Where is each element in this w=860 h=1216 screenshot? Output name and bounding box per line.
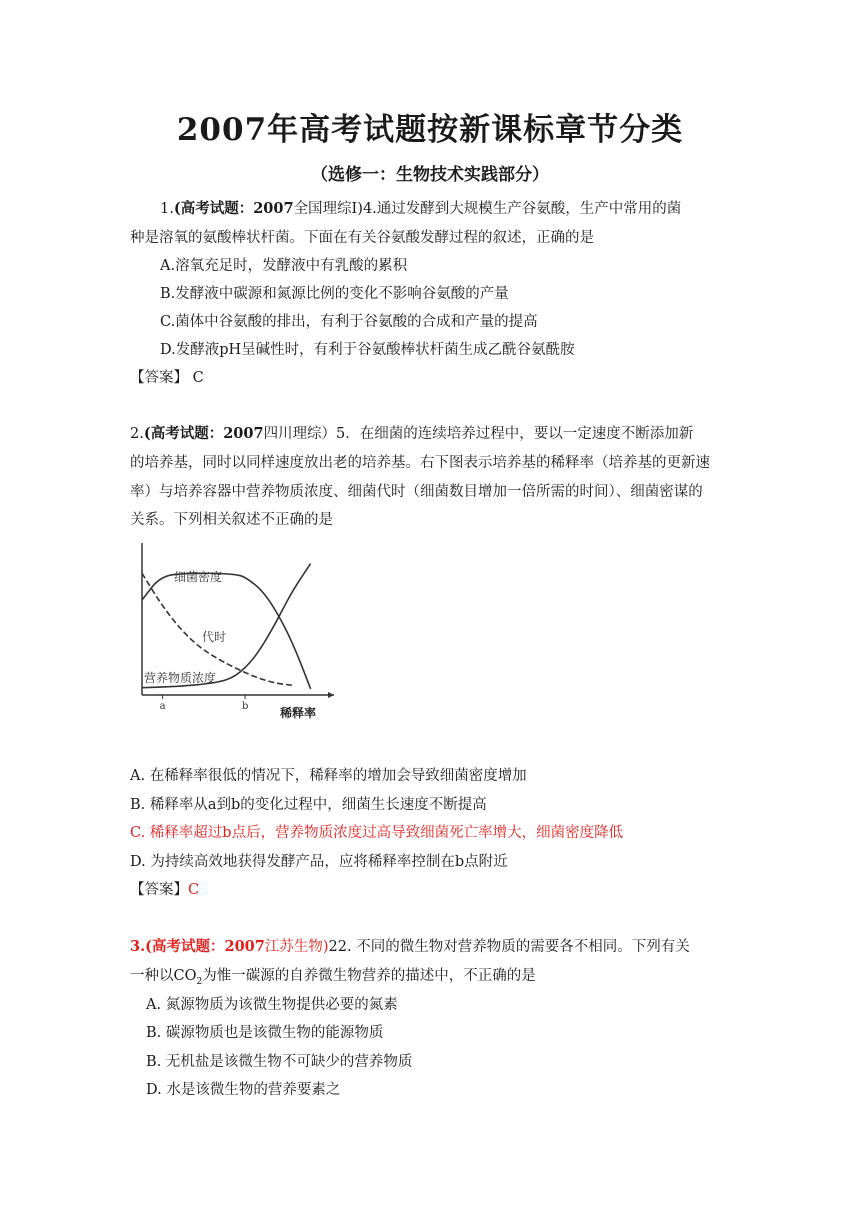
x-axis-label: 稀释率: [280, 706, 317, 720]
q1-stem-line2: 种是溶氧的氨酸棒状杆菌。下面在有关谷氨酸发酵过程的叙述，正确的是: [130, 230, 594, 246]
q1-stem-line1: [160, 199, 681, 219]
q2-stem-line4: 关系。下列相关叙述不正确的是: [130, 512, 333, 528]
q1-option-d: D.发酵液pH呈碱性时，有利于谷氨酸棒状杆菌生成乙酰谷氨酰胺: [160, 342, 575, 358]
x-axis-arrow: [328, 692, 334, 698]
q1-source-tag: (高考试题：2007: [173, 200, 294, 217]
q1-answer-label: 【答案】: [130, 370, 188, 386]
q2-option-c: C. 稀释率超过b点后，营养物质浓度过高导致细菌死亡率增大，细菌密度降低: [130, 825, 624, 841]
x-tick-label-0: a: [159, 701, 166, 712]
q1-answer: [130, 368, 204, 388]
q2-number: 2.: [130, 426, 144, 442]
q3-option-b: B. 碳源物质也是该微生物的能源物质: [146, 1025, 384, 1041]
q1-stem-text1: 通过发酵到大规模生产谷氨酸，生产中常用的菌: [376, 201, 682, 217]
series-label-0: 细菌密度: [174, 570, 223, 584]
q3-option-d: D. 水是该微生物的营养要素之: [146, 1082, 341, 1098]
page-subtitle: （选修一：生物技术实践部分）: [311, 165, 549, 185]
q2-stem-text1: 在细菌的连续培养过程中，要以一定速度不断添加新: [359, 426, 694, 442]
series-line-2: [142, 564, 311, 688]
q1-source-rest: 全国理综Ⅰ)4.: [293, 201, 377, 217]
q3-source-rest: 江苏生物): [264, 939, 329, 955]
q3-number: 3.: [130, 938, 146, 955]
x-tick-label-1: b: [242, 701, 249, 712]
q3-stem-line1: [130, 937, 690, 957]
series-label-2: 营养物质浓度: [144, 671, 217, 685]
q2-option-a: A. 在稀释率很低的情况下，稀释率的增加会导致细菌密度增加: [130, 768, 527, 784]
q3-stem-text1: 22. 不同的微生物对营养物质的需要各不相同。下列有关: [328, 939, 690, 955]
q2-option-d: D. 为持续高效地获得发酵产品，应将稀释率控制在b点附近: [130, 854, 508, 870]
q3-source-tag: (高考试题：2007: [145, 938, 265, 955]
q2-answer-value: C: [188, 882, 200, 898]
q2-stem-line2: 的培养基，同时以同样速度放出老的培养基。右下图表示培养基的稀释率（培养基的更新速: [130, 455, 710, 471]
q3-stem-sub: 2: [196, 976, 203, 987]
q1-number: 1.: [160, 201, 174, 217]
q2-source-rest: 四川理综）5．: [263, 426, 360, 442]
q2-source-tag: (高考试题：2007: [143, 425, 264, 442]
page-title: 2007年高考试题按新课标章节分类: [176, 112, 684, 148]
q1-option-b: B.发酵液中碳源和氮源比例的变化不影响谷氨酸的产量: [160, 286, 509, 302]
q2-stem-line3: 率）与培养容器中营养物质浓度、细菌代时（细菌数目增加一倍所需的时间）、细菌密谋的: [130, 484, 703, 500]
q3-option-a: A. 氮源物质为该微生物提供必要的氮素: [146, 997, 398, 1013]
q2-answer: [130, 880, 199, 900]
q1-answer-value: C: [192, 370, 204, 386]
q3-stem-text2a: 一种以CO: [130, 968, 197, 984]
q3-option-c: B. 无机盐是该微生物不可缺少的营养物质: [146, 1054, 413, 1070]
q3-stem-text2b: 为惟一碳源的自养微生物营养的描述中，不正确的是: [202, 968, 536, 984]
q2-answer-label: 【答案】: [130, 882, 188, 898]
q2-stem-line1: [130, 424, 693, 444]
q1-option-a: A.溶氧充足时，发酵液中有乳酸的累积: [160, 258, 408, 274]
series-label-1: 代时: [202, 630, 227, 644]
q3-stem-line2: [130, 966, 536, 992]
q1-option-c: C.菌体中谷氨酸的排出，有利于谷氨酸的合成和产量的提高: [160, 314, 538, 330]
q2-option-b: B. 稀释率从a到b的变化过程中，细菌生长速度不断提高: [130, 797, 487, 813]
chart-svg: [130, 535, 340, 735]
dilution-rate-chart: [130, 535, 340, 735]
